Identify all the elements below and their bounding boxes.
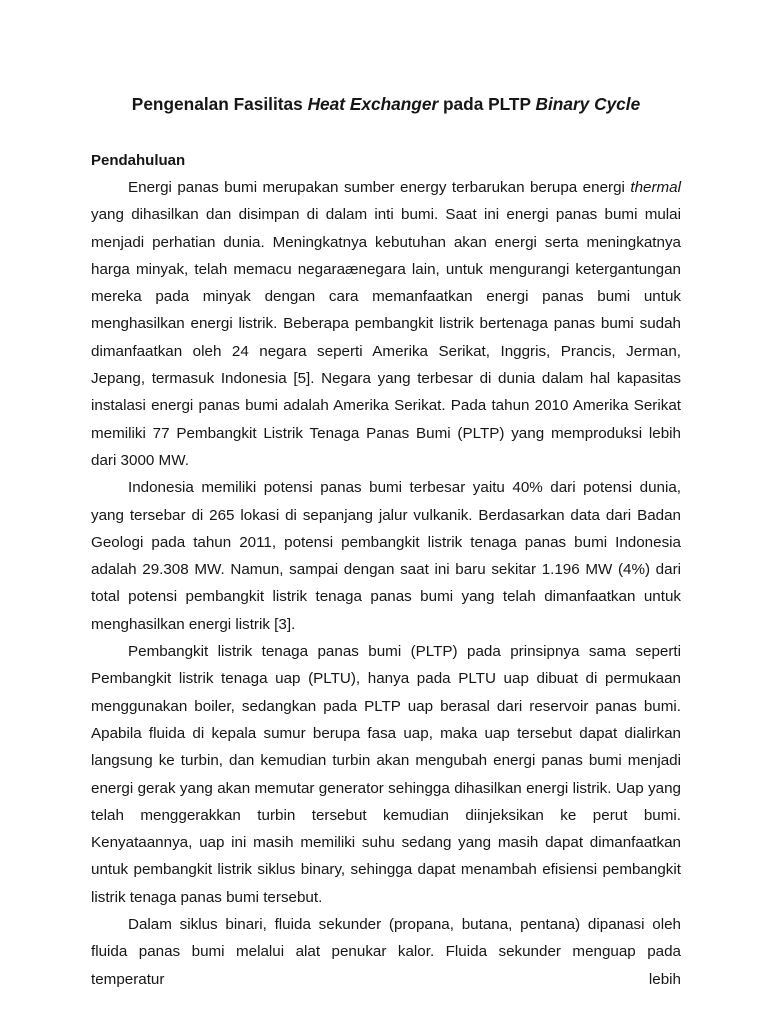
- paragraph-2: Indonesia memiliki potensi panas bumi terbesar yaitu 40% dari potensi dunia, yang tersebar di 265 lokasi di sepanjang jalur vulkanik. Berdasarkan data dari Badan Geologi pada tahun 2011, potensi pembangkit listrik tenaga panas bumi Indonesia adalah 29.308 MW. Namun, sampai dengan saat ini baru sekitar 1.196 MW (4%) dari total potensi pembangkit listrik tenaga panas bumi yang telah dimanfaatkan untuk menghasilkan energi listrik [3].: [91, 479, 681, 633]
- paragraph-4: Dalam siklus binari, fluida sekunder (propana, butana, pentana) dipanasi oleh fluida panas bumi melalui alat penukar kalor. Fluida sekunder menguap pada temperatur lebih: [91, 916, 681, 988]
- section-heading: Pendahuluan: [91, 152, 186, 169]
- body-text: [91, 174, 681, 993]
- paragraph-3: Pembangkit listrik tenaga panas bumi (PLTP) pada prinsipnya sama seperti Pembangkit listrik tenaga uap (PLTU), hanya pada PLTU uap dibuat di permukaan menggunakan boiler, sedangkan pada PLTP uap berasal dari reservoir panas bumi. Apabila fluida di kepala sumur berupa fasa uap, maka uap tersebut dapat dialirkan langsung ke turbin, dan kemudian turbin akan mengubah energi panas bumi menjadi energi gerak yang akan memutar generator sehingga dihasilkan energi listrik. Uap yang telah menggerakkan turbin tersebut kemudian diinjeksikan ke perut bumi. Kenyataannya, uap ini masih memiliki suhu sedang yang masih dapat dimanfaatkan untuk pembangkit listrik siklus binary, sehingga dapat menambah efisiensi pembangkit listrik tenaga panas bumi tersebut.: [91, 643, 681, 906]
- paragraph-1-text-b: yang dihasilkan dan disimpan di dalam inti bumi. Saat ini energi panas bumi mulai menjadi perhatian dunia. Meningkatnya kebutuhan akan energi serta meningkatnya harga minyak, telah memacu negaraænegara lain, untuk mengurangi ketergantungan mereka pada minyak dengan cara memanfaatkan energi panas bumi untuk menghasilkan energi listrik. Beberapa pembangkit listrik bertenaga panas bumi sudah dimanfaatkan oleh 24 negara seperti Amerika Serikat, Inggris, Prancis, Jerman, Jepang, termasuk Indonesia [5]. Negara yang terbesar di dunia dalam hal kapasitas instalasi energi panas bumi adalah Amerika Serikat. Pada tahun 2010 Amerika Serikat memiliki 77 Pembangkit Listrik Tenaga Panas Bumi (PLTP) yang memproduksi lebih dari 3000 MW.: [91, 206, 681, 469]
- title-part-2-italic: Heat Exchanger: [307, 94, 439, 114]
- title-part-4-italic: Binary Cycle: [535, 94, 641, 114]
- paragraph-1-text-a: Energi panas bumi merupakan sumber energy terbarukan berupa energi: [128, 179, 631, 196]
- title-part-1: Pengenalan Fasilitas: [131, 94, 308, 114]
- paragraph-1: [91, 174, 681, 474]
- paragraph-1-italic-term: thermal: [630, 179, 681, 196]
- document-page: [91, 92, 681, 988]
- document-title: [91, 92, 681, 116]
- title-part-3: pada PLTP: [438, 94, 536, 114]
